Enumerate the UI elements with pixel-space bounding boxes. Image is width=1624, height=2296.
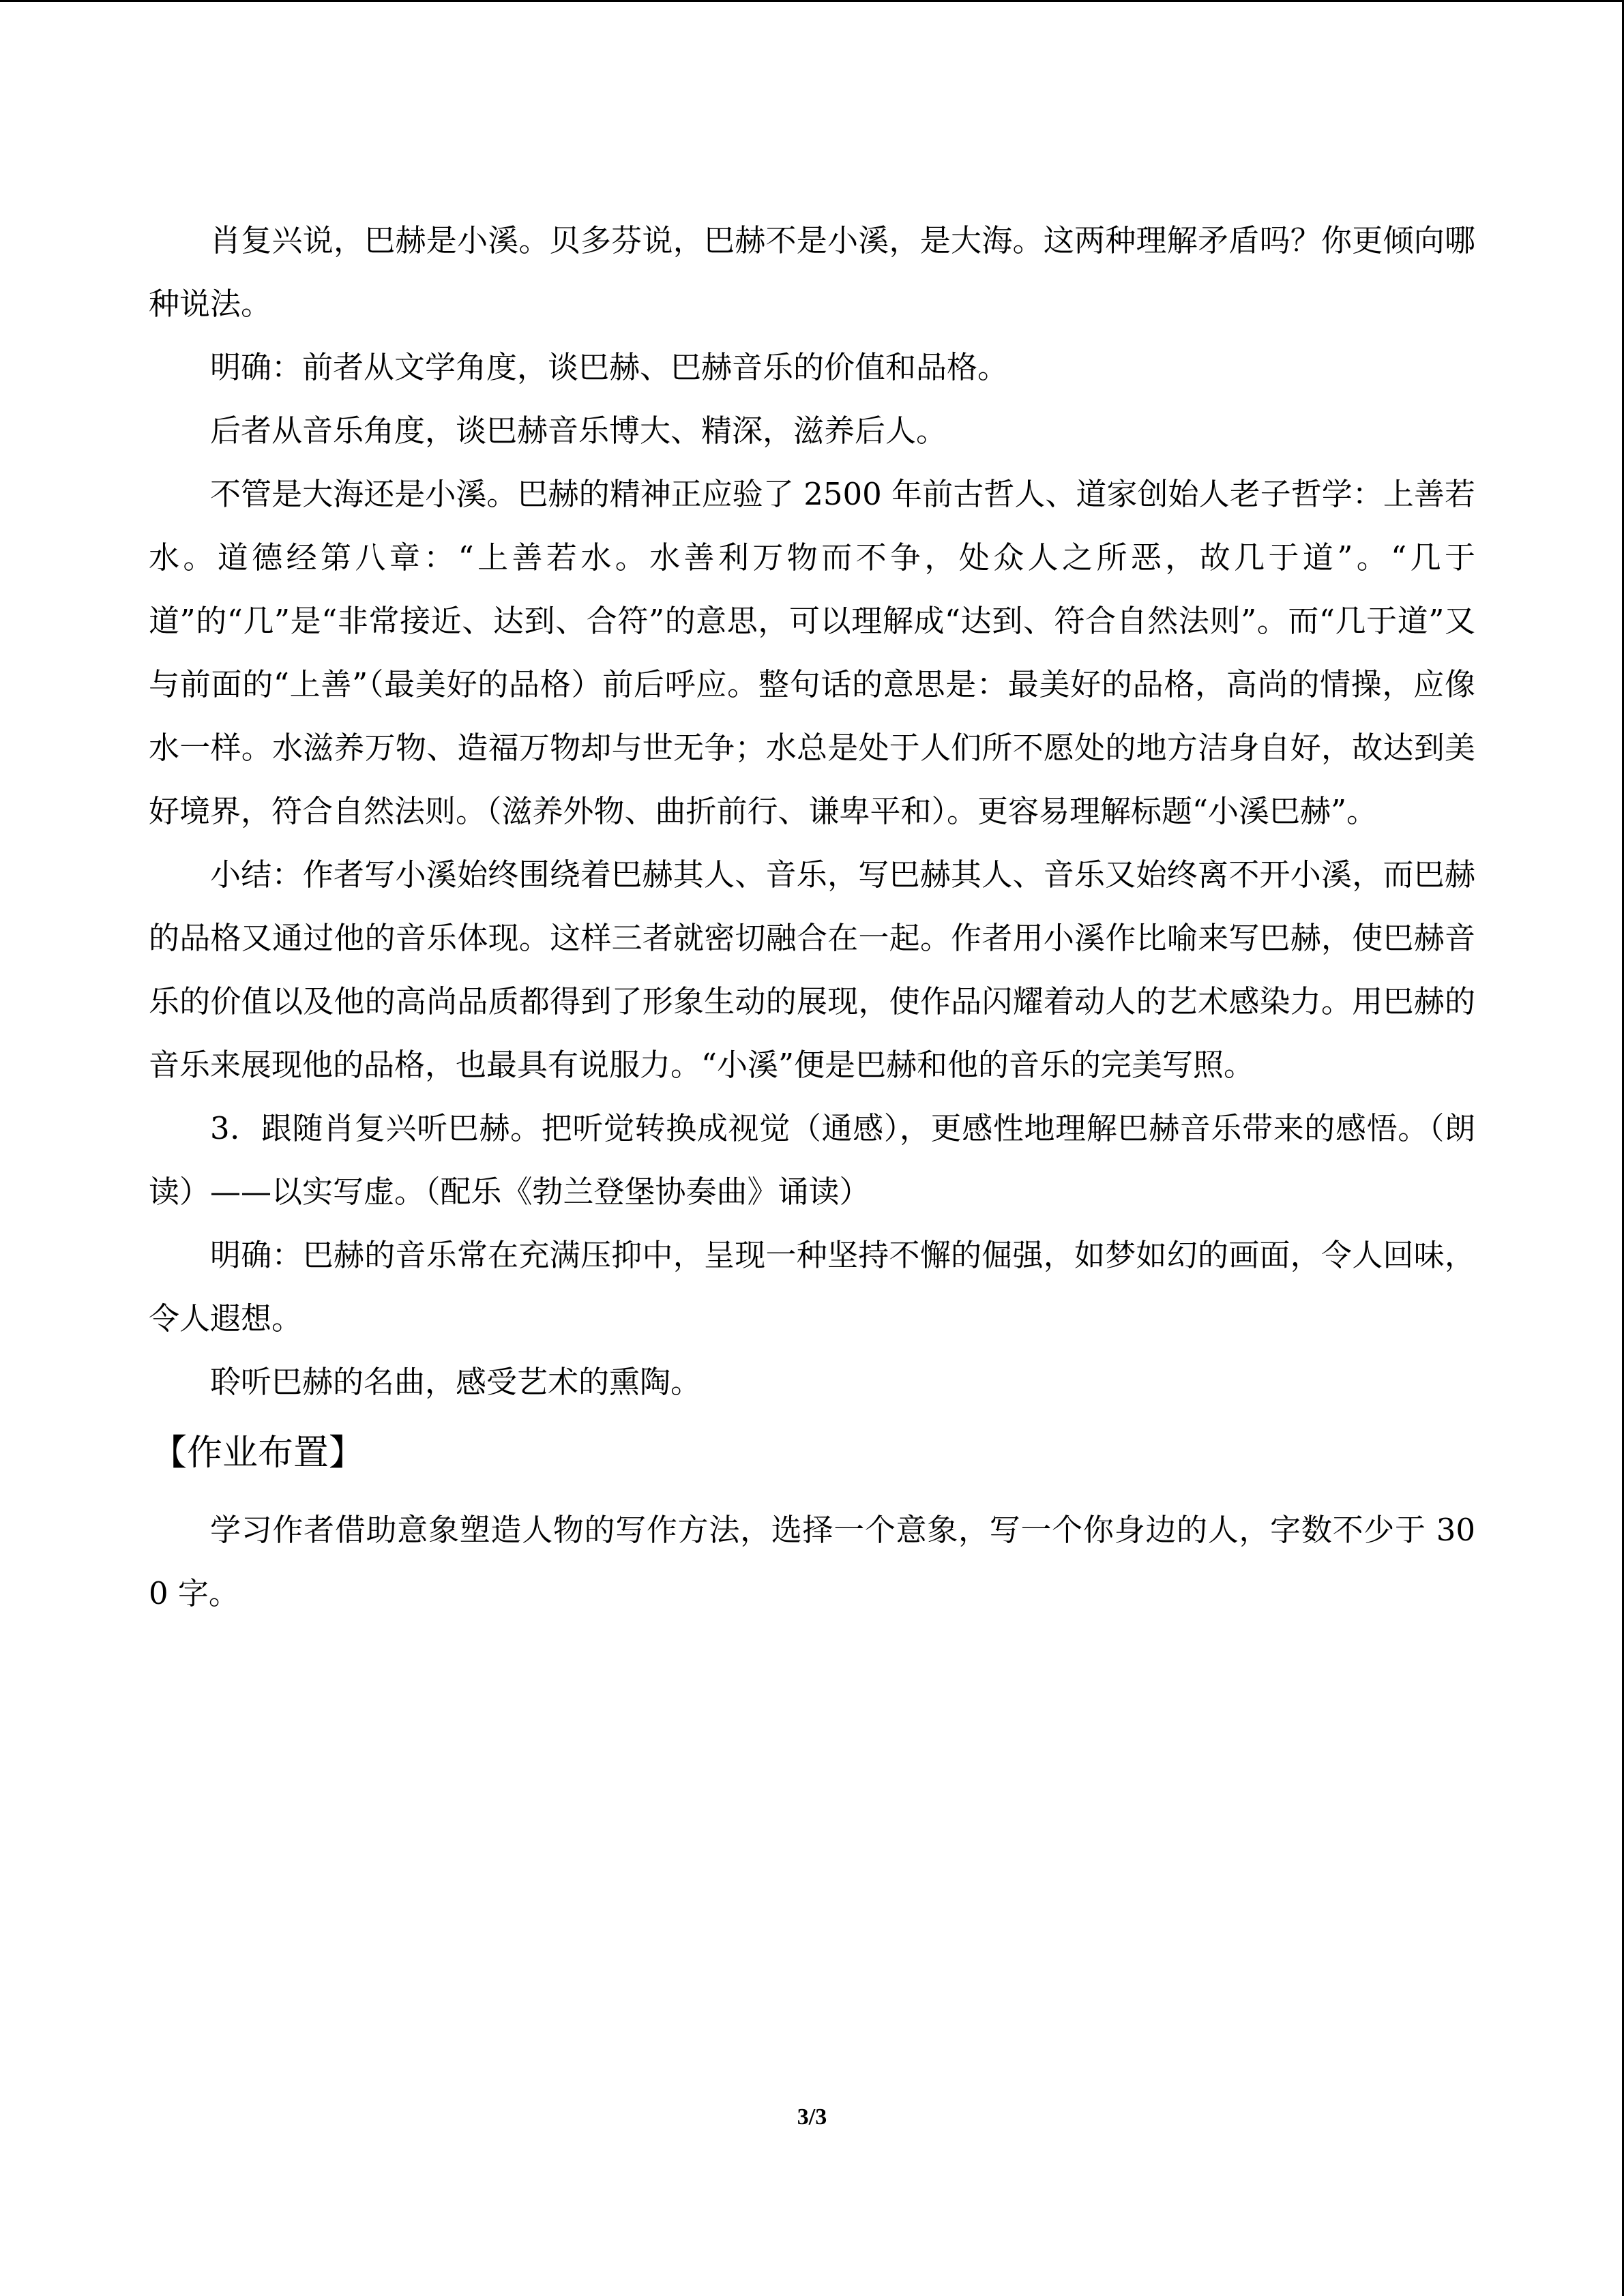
section-heading-homework: 【作业布置】 xyxy=(151,1433,365,1474)
paragraph-question: 肖复兴说，巴赫是小溪。贝多芬说，巴赫不是小溪，是大海。这两种理解矛盾吗？你更倾向哪种说法。 xyxy=(149,222,1475,322)
paragraph-answer-literary: 明确：前者从文学角度，谈巴赫、巴赫音乐的价值和品格。 xyxy=(210,349,1009,385)
paragraph-appreciate: 聆听巴赫的名曲，感受艺术的熏陶。 xyxy=(210,1364,702,1400)
page-border-top xyxy=(0,0,1624,2)
paragraph-summary: 小结：作者写小溪始终围绕着巴赫其人、音乐，写巴赫其人、音乐又始终离不开小溪，而巴赫的品格又通过他的音乐体现。这样三者就密切融合在一起。作者用小溪作比喻来写巴赫，使巴赫音乐的价值以及他的高尚品质都得到了形象生动的展现，使作品闪耀着动人的艺术感染力。用巴赫的音乐来展现他的品格，也最具有说服力。“小溪”便是巴赫和他的音乐的完美写照。 xyxy=(149,856,1475,1083)
paragraph-homework: 学习作者借助意象塑造人物的写作方法，选择一个意象，写一个你身边的人，字数不少于 300 字。 xyxy=(149,1512,1475,1611)
paragraph-laozi-water: 不管是大海还是小溪。巴赫的精神正应验了 2500 年前古哲人、道家创始人老子哲学：上善若水。道德经第八章：“上善若水。水善利万物而不争，处众人之所恶，故几于道”。“几于道”的“几”是“非常接近、达到、合符”的意思，可以理解成“达到、符合自然法则”。而“几于道”又与前面的“上善”（最美好的品格）前后呼应。整句话的意思是：最美好的品格，高尚的情操，应像水一样。水滋养万物、造福万物却与世无争；水总是处于人们所不愿处的地方洁身自好，故达到美好境界，符合自然法则。（滋养外物、曲折前行、谦卑平和）。更容易理解标题“小溪巴赫”。 xyxy=(149,476,1475,829)
document-body xyxy=(149,209,1475,1625)
paragraph-listen-bach: 3．跟随肖复兴听巴赫。把听觉转换成视觉（通感），更感性地理解巴赫音乐带来的感悟。（朗读）——以实写虚。（配乐《勃兰登堡协奏曲》诵读） xyxy=(149,1110,1475,1210)
paragraph-answer-music: 明确：巴赫的音乐常在充满压抑中，呈现一种坚持不懈的倔强，如梦如幻的画面，令人回味，令人遐想。 xyxy=(149,1237,1475,1337)
page-number: 3/3 xyxy=(797,2104,827,2130)
paragraph-answer-musical: 后者从音乐角度，谈巴赫音乐博大、精深，滋养后人。 xyxy=(210,413,947,449)
